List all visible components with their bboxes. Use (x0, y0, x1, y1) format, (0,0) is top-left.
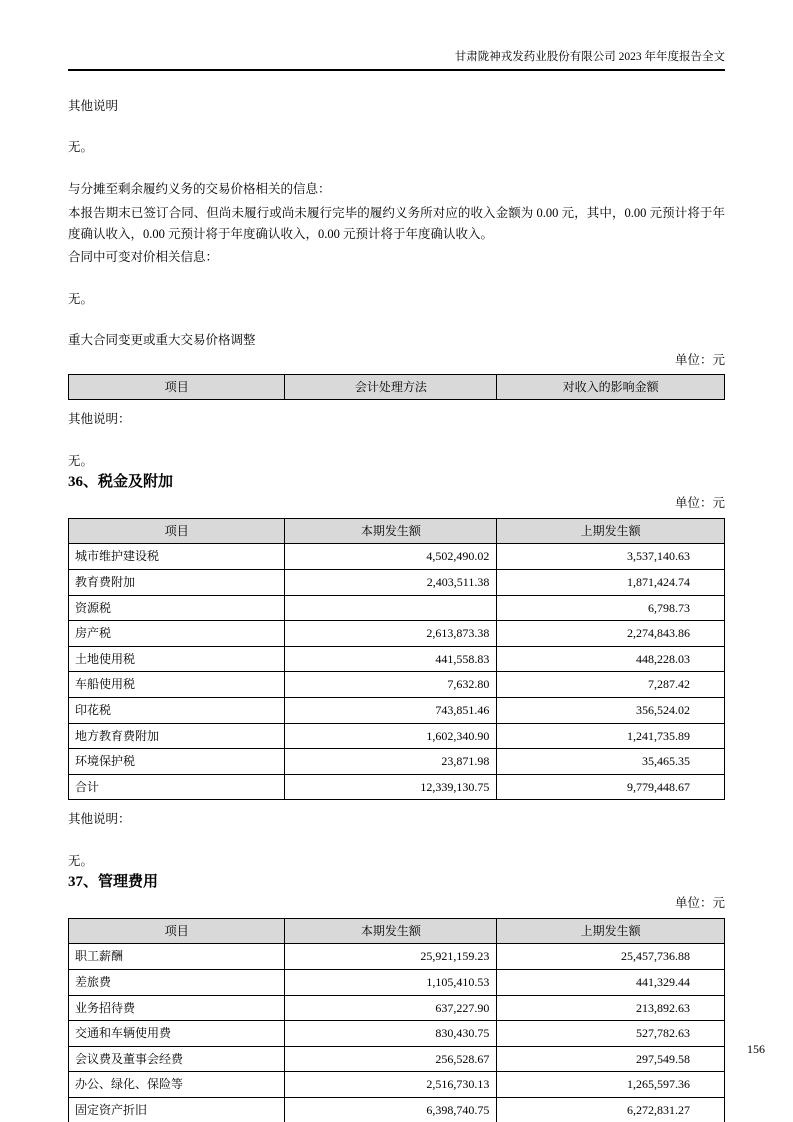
amount-cell: 527,782.63 (497, 1021, 725, 1047)
item-name-cell: 交通和车辆使用费 (69, 1021, 285, 1047)
amount-cell: 1,602,340.90 (285, 723, 497, 749)
allocation-info-label: 与分摊至剩余履约义务的交易价格相关的信息： (68, 181, 331, 196)
none-text: 无。 (68, 453, 94, 468)
item-name-cell: 会议费及董事会经费 (69, 1046, 285, 1072)
amount-cell: 1,241,735.89 (497, 723, 725, 749)
amount-cell: 441,558.83 (285, 646, 497, 672)
page-header (68, 0, 725, 71)
table-row (69, 544, 725, 570)
amount-cell: 35,465.35 (497, 749, 725, 775)
none-text: 无。 (68, 140, 94, 155)
other-note-label: 其他说明 (68, 99, 119, 113)
amount-cell: 7,287.42 (497, 672, 725, 698)
column-header: 本期发生额 (285, 918, 497, 944)
admin-expense-table (68, 918, 725, 1122)
table-row (69, 1046, 725, 1072)
amount-cell: 213,892.63 (497, 995, 725, 1021)
variable-price-label: 合同中可变对价相关信息： (68, 250, 219, 265)
table-row (69, 570, 725, 596)
item-name-cell: 城市维护建设税 (69, 544, 285, 570)
amount-cell: 256,528.67 (285, 1046, 497, 1072)
amount-cell: 6,798.73 (497, 595, 725, 621)
other-note-label: 其他说明： (68, 412, 131, 427)
unit-label: 单位：元 (674, 496, 725, 511)
amount-cell: 9,779,448.67 (497, 774, 725, 800)
column-header: 对收入的影响金额 (497, 374, 725, 400)
item-name-cell: 印花税 (69, 698, 285, 724)
item-name-cell: 教育费附加 (69, 570, 285, 596)
column-header: 项目 (69, 374, 285, 400)
amount-cell: 1,265,597.36 (497, 1072, 725, 1098)
amount-cell: 637,227.90 (285, 995, 497, 1021)
item-name-cell: 资源税 (69, 595, 285, 621)
item-name-cell: 职工薪酬 (69, 944, 285, 970)
amount-cell: 2,403,511.38 (285, 570, 497, 596)
table-row (69, 1072, 725, 1098)
amount-cell: 23,871.98 (285, 749, 497, 775)
amount-cell (285, 595, 497, 621)
item-name-cell: 车船使用税 (69, 672, 285, 698)
section-heading-tax: 36、税金及附加 (68, 474, 174, 491)
column-header: 上期发生额 (497, 518, 725, 544)
table-row (69, 595, 725, 621)
unit-label: 单位：元 (674, 896, 725, 911)
column-header: 本期发生额 (285, 518, 497, 544)
amount-cell: 2,274,843.86 (497, 621, 725, 647)
amount-cell: 743,851.46 (285, 698, 497, 724)
amount-cell: 12,339,130.75 (285, 774, 497, 800)
amount-cell: 297,549.58 (497, 1046, 725, 1072)
item-name-cell: 业务招待费 (69, 995, 285, 1021)
column-header: 项目 (69, 518, 285, 544)
amount-cell: 441,329.44 (497, 969, 725, 995)
amount-cell: 830,430.75 (285, 1021, 497, 1047)
amount-cell: 4,502,490.02 (285, 544, 497, 570)
amount-cell: 6,272,831.27 (497, 1097, 725, 1122)
table-row (69, 672, 725, 698)
item-name-cell: 地方教育费附加 (69, 723, 285, 749)
amount-cell: 3,537,140.63 (497, 544, 725, 570)
none-text: 无。 (68, 853, 94, 868)
amount-cell: 1,871,424.74 (497, 570, 725, 596)
amount-cell: 25,457,736.88 (497, 944, 725, 970)
table-row (69, 1021, 725, 1047)
table-row (69, 621, 725, 647)
table-header-row (69, 374, 725, 400)
section-heading-admin: 37、管理费用 (68, 874, 159, 891)
report-title: 甘肃陇神戎发药业股份有限公司 2023 年年度报告全文 (454, 51, 725, 63)
table-row (69, 995, 725, 1021)
item-name-cell: 固定资产折旧 (69, 1097, 285, 1122)
table-row (69, 698, 725, 724)
table-row (69, 723, 725, 749)
item-name-cell: 办公、绿化、保险等 (69, 1072, 285, 1098)
item-name-cell: 差旅费 (69, 969, 285, 995)
item-name-cell: 合计 (69, 774, 285, 800)
amount-cell: 448,228.03 (497, 646, 725, 672)
column-header: 项目 (69, 918, 285, 944)
amount-cell: 2,613,873.38 (285, 621, 497, 647)
table-row (69, 969, 725, 995)
item-name-cell: 环境保护税 (69, 749, 285, 775)
table-row (69, 646, 725, 672)
unit-label: 单位：元 (674, 352, 725, 367)
amount-cell: 7,632.80 (285, 672, 497, 698)
table-row (69, 774, 725, 800)
item-name-cell: 土地使用税 (69, 646, 285, 672)
column-header: 会计处理方法 (285, 374, 497, 400)
amount-cell: 6,398,740.75 (285, 1097, 497, 1122)
item-name-cell: 房产税 (69, 621, 285, 647)
table-row (69, 1097, 725, 1122)
column-header: 上期发生额 (497, 918, 725, 944)
report-paragraph: 本报告期末已签订合同、但尚未履行或尚未履行完毕的履约义务所对应的收入金额为 0.00 元，其中，0.00 元预计将于年度确认收入，0.00 元预计将于年度确认收入，0.00 元预计将于年度确认收入。 (68, 206, 725, 241)
amount-cell: 1,105,410.53 (285, 969, 497, 995)
amount-cell: 2,516,730.13 (285, 1072, 497, 1098)
major-change-label: 重大合同变更或重大交易价格调整 (68, 333, 256, 348)
page-content (68, 97, 725, 1122)
other-note-label: 其他说明： (68, 812, 131, 827)
tax-table (68, 518, 725, 801)
table-row (69, 749, 725, 775)
table-row (69, 944, 725, 970)
contract-change-table (68, 374, 725, 401)
table-header-row (69, 518, 725, 544)
amount-cell: 356,524.02 (497, 698, 725, 724)
amount-cell: 25,921,159.23 (285, 944, 497, 970)
page-number: 156 (747, 1042, 765, 1056)
table-header-row (69, 918, 725, 944)
none-text: 无。 (68, 291, 94, 306)
